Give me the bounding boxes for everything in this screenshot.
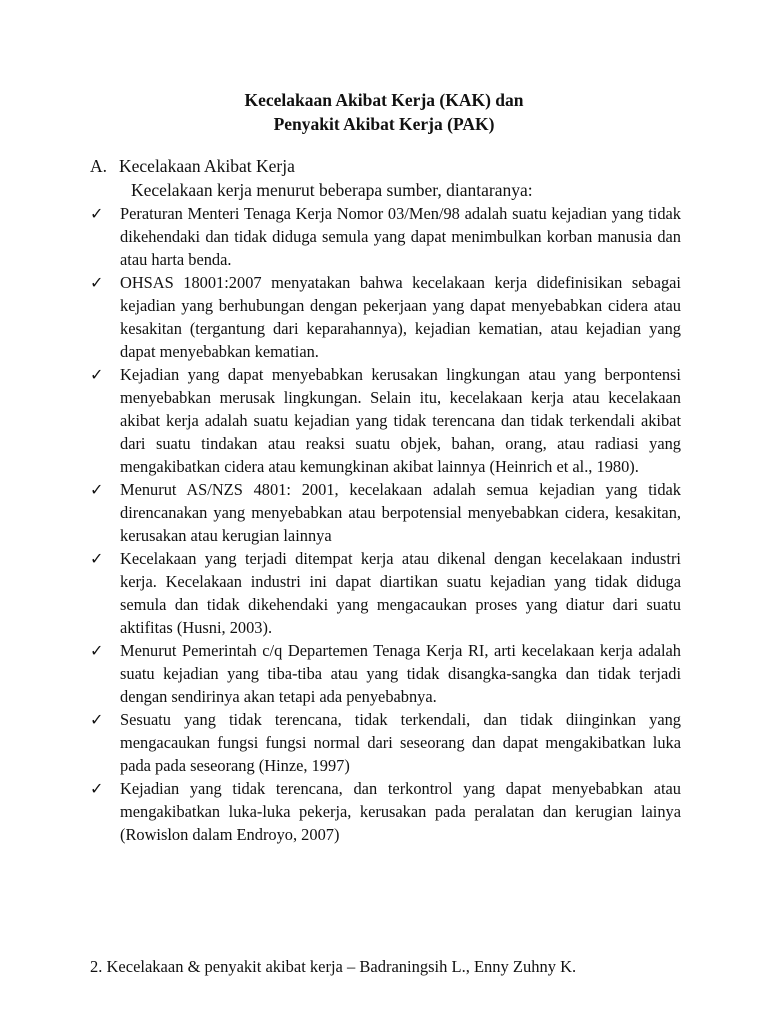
list-item [90, 639, 681, 708]
check-mark-icon: ✓ [90, 710, 104, 729]
list-item-text: Menurut AS/NZS 4801: 2001, kecelakaan adalah semua kejadian yang tidak direncanakan yang menyebabkan atau berpotensial menyebabkan cidera, kesakitan, kerusakan atau kerugian lainnya [120, 480, 681, 545]
list-item [90, 271, 681, 363]
list-item-text: Kejadian yang dapat menyebabkan kerusakan lingkungan atau yang berpontensi menyebabkan merusak lingkungan. Selain itu, kecelakaan kerja atau kecelakaan akibat kerja adalah suatu kejadian yang tidak terencana dan tidak terkendali akibat dari suatu tindakan atau reaksi suatu objek, bahan, orang, atau radiasi yang mengakibatkan cidera atau kemungkinan akibat lainnya (Heinrich et al., 1980). [120, 365, 681, 476]
check-mark-icon: ✓ [90, 365, 104, 384]
list-item-text: OHSAS 18001:2007 menyatakan bahwa kecelakaan kerja didefinisikan sebagai kejadian yang berhubungan dengan pekerjaan yang dapat menyebabkan cidera atau kesakitan (tergantung dari keparahannya), kejadian kematian, atau kejadian yang dapat menyebabkan kematian. [120, 273, 681, 361]
title-line-1: Kecelakaan Akibat Kerja (KAK) dan [244, 90, 524, 110]
list-item [90, 478, 681, 547]
check-mark-icon: ✓ [90, 549, 104, 568]
check-mark-icon: ✓ [90, 779, 104, 798]
list-item [90, 202, 681, 271]
section-intro: Kecelakaan kerja menurut beberapa sumber, diantaranya: [131, 180, 533, 200]
list-item [90, 547, 681, 639]
list-item [90, 708, 681, 777]
document-title [0, 88, 768, 136]
check-mark-icon: ✓ [90, 641, 104, 660]
title-line-2: Penyakit Akibat Kerja (PAK) [273, 114, 495, 134]
section-heading-text: Kecelakaan Akibat Kerja [119, 156, 295, 176]
definition-list [90, 202, 681, 846]
list-item [90, 777, 681, 846]
list-item-text: Sesuatu yang tidak terencana, tidak terkendali, dan tidak diinginkan yang mengacaukan fungsi fungsi normal dari seseorang dan dapat mengakibatkan luka pada pada seseorang (Hinze, 1997) [120, 710, 681, 775]
check-mark-icon: ✓ [90, 273, 104, 292]
section-heading [90, 155, 295, 178]
list-item [90, 363, 681, 478]
list-item-text: Kejadian yang tidak terencana, dan terkontrol yang dapat menyebabkan atau mengakibatkan luka-luka pekerja, kerusakan pada peralatan dan kerugian lainya (Rowislon dalam Endroyo, 2007) [120, 779, 681, 844]
check-mark-icon: ✓ [90, 480, 104, 499]
list-item-text: Kecelakaan yang terjadi ditempat kerja atau dikenal dengan kecelakaan industri kerja. Kecelakaan industri ini dapat diartikan suatu kejadian yang tidak diduga semula dan tidak dikehendaki yang mengacaukan proses yang diatur dari suatu aktifitas (Husni, 2003). [120, 549, 681, 637]
section-letter: A. [90, 156, 108, 176]
list-item-text: Peraturan Menteri Tenaga Kerja Nomor 03/Men/98 adalah suatu kejadian yang tidak dikehendaki dan tidak diduga semula yang dapat menimbulkan korban manusia dan atau harta benda. [120, 204, 681, 269]
page-footer: 2. Kecelakaan & penyakit akibat kerja – Badraningsih L., Enny Zuhny K. [90, 957, 577, 976]
list-item-text: Menurut Pemerintah c/q Departemen Tenaga Kerja RI, arti kecelakaan kerja adalah suatu kejadian yang tiba-tiba atau yang tidak disangka-sangka dan tidak terjadi dengan sendirinya akan tetapi ada penyebabnya. [120, 641, 681, 706]
check-mark-icon: ✓ [90, 204, 104, 223]
